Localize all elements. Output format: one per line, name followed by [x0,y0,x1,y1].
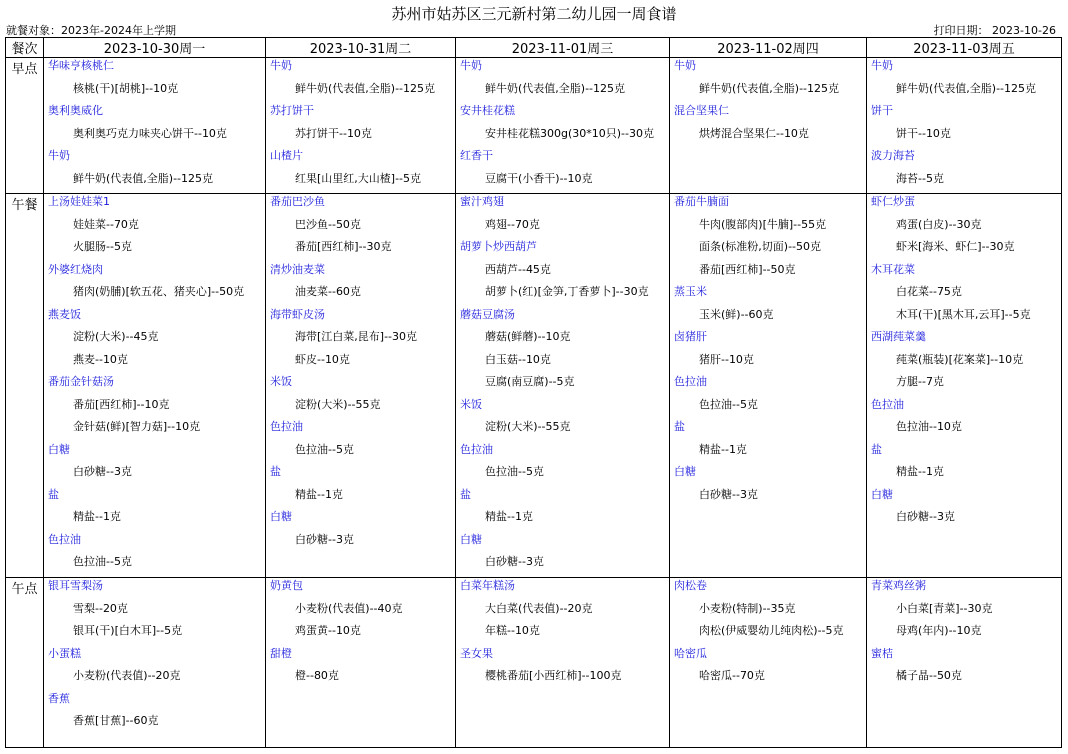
ingredient-line: 白砂糖--3克 [295,532,354,546]
ingredient-line: 淀粉(大米)--55克 [485,420,571,433]
ingredient-line: 猪肉(奶脯)[软五花、猪夹心]--50克 [73,285,245,298]
ingredient-line: 色拉油--5克 [699,397,758,411]
menu-cell [456,578,670,748]
ingredient-line: 精盐--1克 [295,487,343,501]
ingredient-line: 肉松(伊威婴幼儿纯肉松)--5克 [699,624,844,637]
ingredient-line: 年糕--10克 [485,624,540,637]
dish-name: 白菜年糕汤 [460,579,515,592]
ingredient-line: 巴沙鱼--50克 [295,217,361,231]
ingredient-line: 鸡翅--70克 [485,217,540,231]
ingredient-line: 小麦粉(特制)--35克 [699,601,796,615]
menu-cell [266,578,456,748]
dish-name: 波力海苔 [871,149,915,162]
ingredient-line: 虾米[海米、虾仁]--30克 [896,240,1015,253]
ingredient-line: 豆腐干(小香干)--10克 [485,171,593,185]
ingredient-line: 精盐--1克 [485,510,533,523]
menu-cell [670,58,867,194]
ingredient-line: 小白菜[青菜]--30克 [896,601,993,615]
dish-name: 木耳花菜 [871,262,915,276]
ingredient-line: 小麦粉(代表值)--20克 [73,669,181,682]
menu-cell [266,58,456,194]
ingredient-line: 奥利奥巧克力味夹心饼干--10克 [73,126,227,140]
dish-name: 红香干 [460,149,493,162]
menu-cell [867,578,1062,748]
dish-name: 圣女果 [460,646,493,660]
header-row [6,38,1062,58]
ingredient-line: 鲜牛奶(代表值,全脂)--125克 [485,81,626,95]
menu-cell [867,194,1062,578]
ingredient-line: 安井桂花糕300g(30*10只)--30克 [485,126,654,140]
dish-name: 卤猪肝 [674,330,707,343]
dish-name: 盐 [460,487,471,501]
meal-label: 午点 [6,578,44,748]
dish-name: 小蛋糕 [48,646,81,660]
dish-name: 白糖 [674,465,696,478]
dish-name: 苏打饼干 [270,104,314,117]
ingredient-line: 淀粉(大米)--55克 [295,397,381,411]
ingredient-line: 面条(标准粉,切面)--50克 [699,240,822,253]
dish-name: 盐 [674,420,685,433]
dish-name: 饼干 [871,104,893,117]
ingredient-line: 雪梨--20克 [73,601,128,615]
ingredient-line: 白玉菇--10克 [485,352,551,366]
ingredient-line: 虾皮--10克 [295,352,350,366]
dish-name: 番茄巴沙鱼 [270,195,325,208]
dish-name: 牛奶 [460,59,482,72]
ingredient-line: 娃娃菜--70克 [73,217,139,231]
menu-cell [44,58,266,194]
ingredient-line: 蘑菇(鲜蘑)--10克 [485,330,571,343]
meal-label: 午餐 [6,194,44,578]
dish-name: 肉松卷 [674,579,707,592]
ingredient-line: 番茄[西红柿]--10克 [73,397,170,411]
dish-name: 海带虾皮汤 [270,307,325,321]
dish-name: 燕麦饭 [48,307,81,321]
ingredient-line: 色拉油--10克 [896,420,962,433]
menu-cell [456,194,670,578]
ingredient-line: 番茄[西红柿]--50克 [699,262,796,276]
dish-name: 上汤娃娃菜1 [48,195,110,208]
dish-name: 色拉油 [460,442,493,456]
ingredient-line: 色拉油--5克 [295,442,354,456]
dish-name: 色拉油 [674,375,707,388]
dish-name: 奥利奥威化 [48,104,103,117]
ingredient-line: 色拉油--5克 [73,555,132,568]
day-header-tue: 2023-10-31周二 [266,38,456,58]
dish-name: 混合坚果仁 [674,104,729,117]
ingredient-line: 白砂糖--3克 [73,465,132,478]
ingredient-line: 鲜牛奶(代表值,全脂)--125克 [896,81,1037,95]
ingredient-line: 淀粉(大米)--45克 [73,330,159,343]
ingredient-line: 鲜牛奶(代表值,全脂)--125克 [699,81,840,95]
dish-name: 蘑菇豆腐汤 [460,307,515,321]
meal-row-breakfast [6,58,1062,194]
dish-name: 番茄牛腩面 [674,195,729,208]
dish-name: 哈密瓜 [674,646,707,660]
ingredient-line: 豆腐(南豆腐)--5克 [485,375,575,388]
menu-cell [670,578,867,748]
dish-name: 外婆红烧肉 [48,262,103,276]
ingredient-line: 猪肝--10克 [699,352,754,366]
ingredient-line: 银耳(干)[白木耳]--5克 [73,624,183,637]
ingredient-line: 白砂糖--3克 [699,487,758,501]
dish-name: 色拉油 [871,397,904,411]
page-title: 苏州市姑苏区三元新村第二幼儿园一周食谱 [391,5,677,23]
menu-cell [44,194,266,578]
ingredient-line: 精盐--1克 [73,510,121,523]
menu-cell [670,194,867,578]
dish-name: 白糖 [270,510,292,523]
ingredient-line: 饼干--10克 [896,126,951,140]
meal-column-header: 餐次 [6,38,44,58]
dish-name: 牛奶 [674,59,696,72]
dish-name: 色拉油 [48,532,81,546]
dish-name: 牛奶 [871,59,893,72]
dish-name: 山楂片 [270,149,303,162]
menu-cell [44,578,266,748]
ingredient-line: 烘烤混合坚果仁--10克 [699,126,809,140]
dish-name: 白糖 [48,442,70,456]
weekly-menu-table [5,37,1062,748]
day-header-mon: 2023-10-30周一 [44,38,266,58]
ingredient-line: 玉米(鲜)--60克 [699,307,774,321]
ingredient-line: 樱桃番茄[小西红柿]--100克 [485,669,622,682]
dish-name: 白糖 [460,532,482,546]
dish-name: 米饭 [460,397,482,411]
dish-name: 盐 [48,487,59,501]
ingredient-line: 海苔--5克 [896,171,944,185]
dish-name: 甜橙 [270,646,292,660]
dish-name: 清炒油麦菜 [270,262,325,276]
dish-name: 虾仁炒蛋 [871,195,915,208]
dish-name: 盐 [270,465,281,478]
ingredient-line: 海带[江白菜,昆布]--30克 [295,330,418,343]
day-header-wed: 2023-11-01周三 [456,38,670,58]
dish-name: 银耳雪梨汤 [48,579,103,592]
dish-name: 胡萝卜炒西葫芦 [460,240,537,253]
ingredient-line: 番茄[西红柿]--30克 [295,240,392,253]
dish-name: 蜜汁鸡翅 [460,195,504,208]
ingredient-line: 精盐--1克 [699,442,747,456]
dining-audience: 就餐对象：2023年-2024年上学期 [6,24,176,37]
dish-name: 蜜桔 [871,646,893,660]
menu-cell [456,58,670,194]
ingredient-line: 白砂糖--3克 [485,555,544,568]
dish-name: 色拉油 [270,420,303,433]
ingredient-line: 苏打饼干--10克 [295,126,372,140]
meal-row-lunch [6,194,1062,578]
ingredient-line: 哈密瓜--70克 [699,669,765,682]
ingredient-line: 莼菜(瓶装)[花案菜]--10克 [896,352,1024,366]
dish-name: 奶黄包 [270,579,303,592]
dish-name: 米饭 [270,375,292,388]
ingredient-line: 燕麦--10克 [73,352,128,366]
ingredient-line: 色拉油--5克 [485,465,544,478]
meal-row-afternoon-snack [6,578,1062,748]
ingredient-line: 油麦菜--60克 [295,285,361,298]
day-header-fri: 2023-11-03周五 [867,38,1062,58]
ingredient-line: 鲜牛奶(代表值,全脂)--125克 [73,171,214,185]
ingredient-line: 红果[山里红,大山楂]--5克 [295,171,422,185]
dish-name: 华味亨核桃仁 [48,59,114,72]
ingredient-line: 大白菜(代表值)--20克 [485,601,593,615]
dish-name: 番茄金针菇汤 [48,375,114,388]
day-header-thu: 2023-11-02周四 [670,38,867,58]
dish-name: 牛奶 [48,149,70,162]
print-date: 打印日期： 2023-10-26 [933,24,1056,37]
dish-name: 青菜鸡丝粥 [871,579,926,592]
dish-name: 安井桂花糕 [460,104,515,117]
ingredient-line: 火腿肠--5克 [73,240,132,253]
ingredient-line: 鲜牛奶(代表值,全脂)--125克 [295,81,436,95]
ingredient-line: 金针菇(鲜)[智力菇]--10克 [73,420,201,433]
ingredient-line: 胡萝卜(红)[金笋,丁香萝卜]--30克 [485,285,649,298]
ingredient-line: 木耳(干)[黑木耳,云耳]--5克 [896,307,1031,321]
ingredient-line: 鸡蛋黄--10克 [295,624,361,637]
ingredient-line: 核桃(干)[胡桃]--10克 [73,81,179,95]
ingredient-line: 牛肉(腹部肉)[牛腩]--55克 [699,217,827,231]
ingredient-line: 方腿--7克 [896,375,944,388]
meal-label: 早点 [6,58,44,194]
dish-name: 白糖 [871,487,893,501]
ingredient-line: 小麦粉(代表值)--40克 [295,601,403,615]
dish-name: 蒸玉米 [674,285,707,298]
ingredient-line: 母鸡(年内)--10克 [896,624,982,637]
ingredient-line: 精盐--1克 [896,465,944,478]
dish-name: 西湖莼菜羹 [871,330,926,343]
ingredient-line: 香蕉[甘蕉]--60克 [73,714,159,727]
ingredient-line: 西葫芦--45克 [485,262,551,276]
dish-name: 牛奶 [270,59,292,72]
dish-name: 盐 [871,442,882,456]
menu-cell [266,194,456,578]
ingredient-line: 橘子晶--50克 [896,669,962,682]
ingredient-line: 橙--80克 [295,669,339,682]
ingredient-line: 白砂糖--3克 [896,510,955,523]
dish-name: 香蕉 [48,691,70,705]
menu-cell [867,58,1062,194]
ingredient-line: 鸡蛋(白皮)--30克 [896,217,982,231]
ingredient-line: 白花菜--75克 [896,285,962,298]
